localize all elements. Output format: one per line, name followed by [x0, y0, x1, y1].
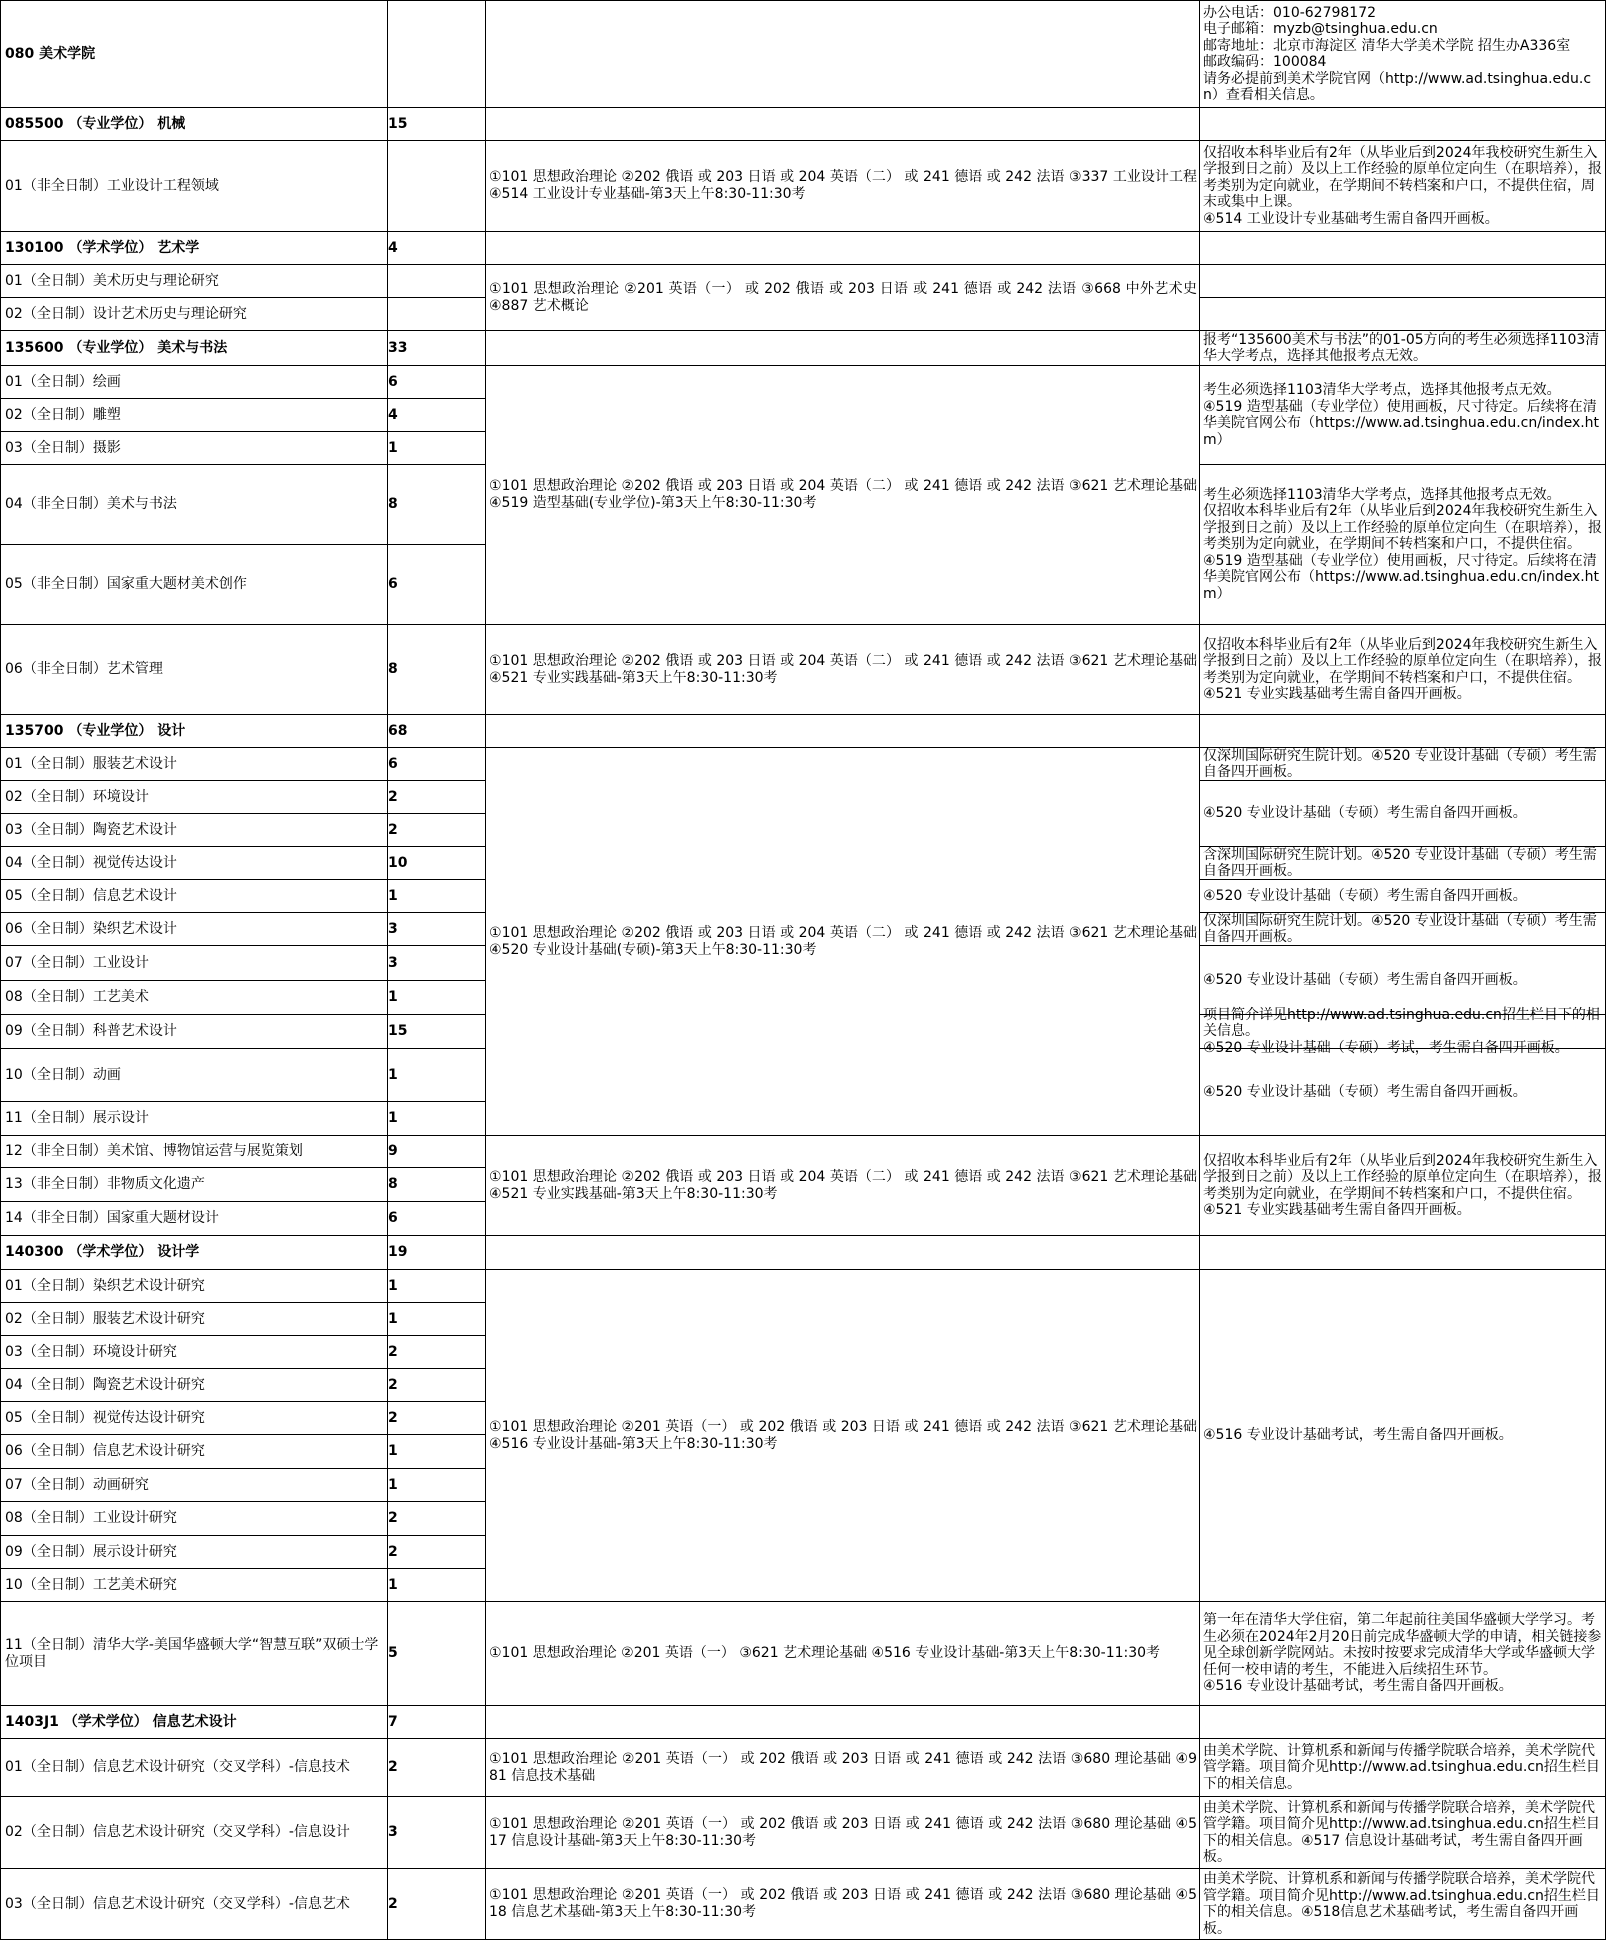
program-name-text: 04（全日制）视觉传达设计 [5, 854, 177, 871]
quota-cell [388, 465, 486, 545]
program-name-text: 03（全日制）信息艺术设计研究（交叉学科）-信息艺术 [5, 1895, 350, 1912]
program-name-cell [0, 981, 388, 1015]
exam-subjects-cell [486, 715, 1200, 748]
remarks-cell [1200, 1006, 1606, 1056]
program-name-text: 01（全日制）美术历史与理论研究 [5, 272, 219, 289]
program-name-cell [0, 1336, 388, 1369]
exam-subjects-text: ①101 思想政治理论 ②201 英语（一） 或 202 俄语 或 203 日语 或 241 德语 或 242 法语 ③668 中外艺术史 ④887 艺术概论 [489, 280, 1202, 314]
program-name-cell [0, 913, 388, 946]
program-name-cell [0, 331, 388, 366]
program-name-text: 10（全日制）工艺美术研究 [5, 1576, 177, 1593]
program-name-text: 1403J1 （学术学位） 信息艺术设计 [5, 1713, 237, 1730]
program-name-cell [0, 1102, 388, 1136]
remarks-text: 含深圳国际研究生院计划。④520 专业设计基础（专硕）考生需自备四开画板。 [1203, 846, 1597, 879]
quota-cell [388, 399, 486, 432]
remarks-cell [1200, 913, 1606, 946]
program-name-text: 01（全日制）染织艺术设计研究 [5, 1277, 205, 1294]
remarks-cell [1200, 1602, 1606, 1706]
remarks-text: 第一年在清华大学住宿，第二年起前往美国华盛顿大学学习。考生必须在2024年2月20日前完成华盛顿大学的申请，相关链接参见全球创新学院网站。未按时按要求完成清华大学或华盛顿大学任何一校申请的考生，不能进入后续招生环节。 ④516 专业设计基础考试，考生需自备四开画板。 [1203, 1612, 1602, 1695]
remarks-text: 仅招收本科毕业后有2年（从毕业后到2024年我校研究生新生入学报到日之前）及以上工作经验的原单位定向生（在职培养），报考类别为定向就业，在学期间不转档案和户口，不提供住宿，周末或集中上课。 ④514 工业设计专业基础考生需自备四开画板。 [1203, 144, 1602, 227]
quota-cell [388, 748, 486, 781]
quota-text: 2 [388, 1543, 398, 1560]
exam-subjects-cell [486, 1797, 1200, 1869]
quota-text: 6 [388, 755, 398, 772]
program-name-cell [0, 847, 388, 880]
program-name-text: 02（全日制）设计艺术历史与理论研究 [5, 305, 247, 322]
program-name-cell [0, 545, 388, 625]
program-name-text: 09（全日制）科普艺术设计 [5, 1023, 177, 1039]
remarks-text: 报考“135600美术与书法”的01-05方向的考生必须选择1103清华大学考点，选择其他报考点无效。 [1203, 331, 1600, 364]
program-name-text: 01（全日制）信息艺术设计研究（交叉学科）-信息技术 [5, 1759, 350, 1775]
program-name-cell [0, 1502, 388, 1536]
program-name-cell [0, 0, 388, 108]
remarks-cell [1200, 366, 1606, 465]
remarks-text: 项目简介详见http://www.ad.tsinghua.edu.cn招生栏目下的相关信息。 ④520 专业设计基础（专硕）考试，考生需自备四开画板。 [1203, 1006, 1600, 1056]
quota-cell [388, 1049, 486, 1102]
program-name-text: 14（非全日制）国家重大题材设计 [5, 1210, 219, 1226]
quota-cell [388, 265, 486, 298]
program-name-cell [0, 1435, 388, 1469]
remarks-cell [1200, 847, 1606, 880]
quota-cell [388, 1270, 486, 1303]
remarks-cell [1200, 232, 1606, 265]
program-name-text: 08（全日制）工艺美术 [5, 989, 149, 1005]
quota-cell [388, 1202, 486, 1236]
exam-subjects-cell [486, 1270, 1200, 1602]
remarks-cell [1200, 141, 1606, 232]
quota-text: 2 [388, 821, 398, 838]
quota-text: 1 [388, 989, 398, 1005]
quota-cell [388, 1236, 486, 1270]
program-name-cell [0, 1202, 388, 1236]
program-name-cell [0, 1869, 388, 1940]
program-name-cell [0, 1049, 388, 1102]
quota-text: 6 [388, 576, 398, 592]
quota-cell [388, 232, 486, 265]
quota-text: 1 [388, 1310, 398, 1327]
quota-cell [388, 1136, 486, 1168]
program-name-text: 07（全日制）动画研究 [5, 1476, 149, 1493]
program-name-cell [0, 108, 388, 141]
program-name-cell [0, 1469, 388, 1502]
program-name-text: 11（全日制）清华大学-美国华盛顿大学“智慧互联”双硕士学位项目 [5, 1636, 379, 1670]
exam-subjects-text: ①101 思想政治理论 ②202 俄语 或 203 日语 或 204 英语（二） 或 241 德语 或 242 法语 ③621 艺术理论基础 ④521 专业实践基础-第3天上午8:30-11:30考 [489, 652, 1202, 686]
quota-text: 3 [388, 920, 398, 937]
remarks-cell [1200, 748, 1606, 781]
program-name-text: 10（全日制）动画 [5, 1066, 121, 1083]
program-name-text: 02（全日制）信息艺术设计研究（交叉学科）-信息设计 [5, 1824, 350, 1840]
exam-subjects-cell [486, 625, 1200, 715]
remarks-text: 由美术学院、计算机系和新闻与传播学院联合培养，美术学院代管学籍。项目简介见http://www.ad.tsinghua.edu.cn招生栏目下的相关信息。④517 信息设计基础考试，考生需自备四开画板。 [1203, 1799, 1600, 1865]
program-name-cell [0, 141, 388, 232]
quota-text: 9 [388, 1143, 398, 1159]
program-name-text: 080 美术学院 [5, 45, 96, 62]
exam-subjects-cell [486, 1869, 1200, 1940]
program-name-cell [0, 1569, 388, 1602]
program-name-cell [0, 715, 388, 748]
program-name-cell [0, 465, 388, 545]
quota-cell [388, 366, 486, 399]
program-name-text: 01（非全日制）工业设计工程领域 [5, 177, 219, 194]
remarks-cell [1200, 1136, 1606, 1236]
quota-cell [388, 814, 486, 847]
program-name-text: 11（全日制）展示设计 [5, 1110, 149, 1126]
program-name-cell [0, 1369, 388, 1402]
program-name-cell [0, 432, 388, 465]
quota-text: 6 [388, 373, 398, 390]
program-name-text: 09（全日制）展示设计研究 [5, 1543, 177, 1560]
remarks-text: 由美术学院、计算机系和新闻与传播学院联合培养，美术学院代管学籍。项目简介见http://www.ad.tsinghua.edu.cn招生栏目下的相关信息。④518信息艺术基础考试，考生需自备四开画板。 [1203, 1871, 1600, 1937]
quota-text: 15 [388, 1023, 408, 1039]
quota-text: 1 [388, 439, 398, 456]
program-name-cell [0, 748, 388, 781]
program-name-text: 13（非全日制）非物质文化遗产 [5, 1176, 205, 1192]
quota-cell [388, 1336, 486, 1369]
quota-text: 5 [388, 1645, 398, 1661]
program-name-cell [0, 265, 388, 298]
exam-subjects-cell [486, 1602, 1200, 1706]
quota-text: 4 [388, 239, 398, 256]
program-name-text: 140300 （学术学位） 设计学 [5, 1244, 200, 1260]
quota-cell [388, 545, 486, 625]
program-name-text: 07（全日制）工业设计 [5, 954, 149, 971]
program-name-text: 06（全日制）信息艺术设计研究 [5, 1443, 205, 1459]
remarks-text: ④520 专业设计基础（专硕）考生需自备四开画板。 [1203, 1083, 1527, 1100]
exam-subjects-text: ①101 思想政治理论 ②201 英语（一） 或 202 俄语 或 203 日语 或 241 德语 或 242 法语 ③680 理论基础 ④981 信息技术基础 [489, 1750, 1197, 1784]
quota-text: 4 [388, 406, 398, 423]
quota-cell [388, 1569, 486, 1602]
exam-subjects-cell [486, 1136, 1200, 1236]
quota-cell [388, 913, 486, 946]
quota-cell [388, 880, 486, 913]
quota-text: 15 [388, 115, 408, 132]
program-name-cell [0, 1706, 388, 1739]
exam-subjects-text: ①101 思想政治理论 ②202 俄语 或 203 日语 或 204 英语（二） 或 241 德语 或 242 法语 ③337 工业设计工程 ④514 工业设计专业基础-第3天上午8:30-11:30考 [489, 169, 1202, 202]
program-name-cell [0, 1236, 388, 1270]
program-name-text: 02（全日制）服装艺术设计研究 [5, 1310, 205, 1327]
quota-text: 3 [388, 1824, 398, 1840]
quota-text: 1 [388, 1066, 398, 1083]
remarks-cell [1200, 1049, 1606, 1136]
remarks-cell [1200, 1869, 1606, 1940]
remarks-cell [1200, 625, 1606, 715]
program-name-text: 02（全日制）环境设计 [5, 788, 149, 805]
quota-cell [388, 1435, 486, 1469]
quota-cell [388, 1869, 486, 1940]
quota-cell [388, 432, 486, 465]
program-name-cell [0, 1168, 388, 1202]
remarks-text: 考生必须选择1103清华大学考点，选择其他报考点无效。 仅招收本科毕业后有2年（从毕业后到2024年我校研究生新生入学报到日之前）及以上工作经验的原单位定向生（在职培养），报考类别为定向就业，在学期间不转档案和户口，不提供住宿。 ④519 造型基础（专业学位）使用画板，尺寸待定。后续将在清华美院官网公布（https://www.ad.tsinghua.edu.cn/index.htm） [1203, 486, 1602, 602]
program-name-text: 04（非全日制）美术与书法 [5, 496, 177, 512]
quota-text: 33 [388, 339, 408, 356]
quota-text: 1 [388, 887, 398, 904]
remarks-text: 考生必须选择1103清华大学考点，选择其他报考点无效。 ④519 造型基础（专业学位）使用画板，尺寸待定。后续将在清华美院官网公布（https://www.ad.tsinghua.edu.cn/index.htm） [1203, 382, 1600, 448]
program-name-cell [0, 1402, 388, 1435]
program-name-text: 085500 （专业学位） 机械 [5, 115, 186, 132]
program-name-cell [0, 880, 388, 913]
remarks-cell [1200, 0, 1606, 108]
quota-text: 2 [388, 1895, 398, 1912]
exam-subjects-cell [486, 0, 1200, 108]
remarks-cell [1200, 265, 1606, 298]
quota-cell [388, 1706, 486, 1739]
quota-text: 8 [388, 496, 398, 512]
program-name-text: 03（全日制）环境设计研究 [5, 1343, 177, 1360]
quota-text: 68 [388, 722, 408, 739]
exam-subjects-text: ①101 思想政治理论 ②202 俄语 或 203 日语 或 204 英语（二） 或 241 德语 或 242 法语 ③621 艺术理论基础 ④519 造型基础(专业学位)-第3天上午8:30-11:30考 [489, 478, 1202, 511]
quota-cell [388, 1469, 486, 1502]
exam-subjects-cell [486, 331, 1200, 366]
quota-text: 8 [388, 1176, 398, 1192]
program-name-text: 06（全日制）染织艺术设计 [5, 920, 177, 937]
program-name-cell [0, 625, 388, 715]
quota-text: 6 [388, 1210, 398, 1226]
quota-cell [388, 1602, 486, 1706]
program-name-text: 03（全日制）摄影 [5, 439, 121, 456]
program-name-text: 01（全日制）绘画 [5, 373, 121, 390]
quota-text: 19 [388, 1244, 408, 1260]
quota-cell [388, 1797, 486, 1869]
quota-cell [388, 1402, 486, 1435]
exam-subjects-cell [486, 108, 1200, 141]
program-name-text: 135600 （专业学位） 美术与书法 [5, 339, 228, 356]
remarks-text: 由美术学院、计算机系和新闻与传播学院联合培养，美术学院代管学籍。项目简介见http://www.ad.tsinghua.edu.cn招生栏目下的相关信息。 [1203, 1742, 1600, 1792]
exam-subjects-cell [486, 1706, 1200, 1739]
quota-cell [388, 847, 486, 880]
program-name-text: 06（非全日制）艺术管理 [5, 661, 163, 677]
exam-subjects-cell [486, 1236, 1200, 1270]
quota-cell [388, 108, 486, 141]
quota-cell [388, 625, 486, 715]
remarks-cell [1200, 715, 1606, 748]
program-name-cell [0, 946, 388, 981]
quota-text: 1 [388, 1576, 398, 1593]
remarks-text: ④520 专业设计基础（专硕）考生需自备四开画板。 [1203, 805, 1527, 822]
remarks-cell [1200, 880, 1606, 913]
remarks-text: ④520 专业设计基础（专硕）考生需自备四开画板。 [1203, 971, 1527, 988]
program-name-cell [0, 781, 388, 814]
exam-subjects-cell [486, 748, 1200, 1136]
quota-text: 1 [388, 1110, 398, 1126]
exam-subjects-text: ①101 思想政治理论 ②201 英语（一） 或 202 俄语 或 203 日语 或 241 德语 或 242 法语 ③621 艺术理论基础 ④516 专业设计基础-第3天上午8:30-11:30考 [489, 1418, 1202, 1452]
remarks-text: 仅深圳国际研究生院计划。④520 专业设计基础（专硕）考生需自备四开画板。 [1203, 747, 1597, 780]
quota-cell [388, 0, 486, 108]
quota-cell [388, 715, 486, 748]
remarks-cell [1200, 1270, 1606, 1602]
exam-subjects-text: ①101 思想政治理论 ②201 英语（一） 或 202 俄语 或 203 日语 或 241 德语 或 242 法语 ③680 理论基础 ④517 信息设计基础-第3天上午8:30-11:30考 [489, 1815, 1197, 1849]
exam-subjects-text: ①101 思想政治理论 ②202 俄语 或 203 日语 或 204 英语（二） 或 241 德语 或 242 法语 ③621 艺术理论基础 ④521 专业实践基础-第3天上午8:30-11:30考 [489, 1168, 1202, 1202]
quota-text: 2 [388, 1343, 398, 1360]
remarks-cell [1200, 781, 1606, 847]
remarks-cell [1200, 1706, 1606, 1739]
program-name-text: 05（全日制）视觉传达设计研究 [5, 1409, 205, 1426]
quota-text: 1 [388, 1476, 398, 1493]
remarks-cell [1200, 465, 1606, 625]
remarks-text: 仅招收本科毕业后有2年（从毕业后到2024年我校研究生新生入学报到日之前）及以上工作经验的原单位定向生（在职培养），报考类别为定向就业，在学期间不转档案和户口，不提供住宿。 ④521 专业实践基础考生需自备四开画板。 [1203, 636, 1602, 702]
exam-subjects-text: ①101 思想政治理论 ②201 英语（一） 或 202 俄语 或 203 日语 或 241 德语 或 242 法语 ③680 理论基础 ④518 信息艺术基础-第3天上午8:30-11:30考 [489, 1887, 1197, 1920]
quota-cell [388, 331, 486, 366]
program-name-text: 03（全日制）陶瓷艺术设计 [5, 821, 177, 838]
remarks-cell [1200, 1236, 1606, 1270]
exam-subjects-cell [486, 366, 1200, 625]
program-name-text: 04（全日制）陶瓷艺术设计研究 [5, 1376, 205, 1393]
program-name-cell [0, 1536, 388, 1569]
remarks-cell [1200, 946, 1606, 1015]
quota-text: 2 [388, 1510, 398, 1526]
quota-text: 2 [388, 788, 398, 805]
quota-cell [388, 1303, 486, 1336]
exam-subjects-text: ①101 思想政治理论 ②202 俄语 或 203 日语 或 204 英语（二） 或 241 德语 或 242 法语 ③621 艺术理论基础 ④520 专业设计基础(专硕)-第3天上午8:30-11:30考 [489, 924, 1202, 958]
quota-text: 8 [388, 661, 398, 677]
remarks-text: 仅招收本科毕业后有2年（从毕业后到2024年我校研究生新生入学报到日之前）及以上工作经验的原单位定向生（在职培养），报考类别为定向就业，在学期间不转档案和户口，不提供住宿。 ④521 专业实践基础考生需自备四开画板。 [1203, 1152, 1602, 1218]
quota-text: 2 [388, 1376, 398, 1393]
quota-cell [388, 1369, 486, 1402]
exam-subjects-cell [486, 232, 1200, 265]
quota-cell [388, 781, 486, 814]
quota-cell [388, 1168, 486, 1202]
quota-cell [388, 1739, 486, 1797]
exam-subjects-cell [486, 141, 1200, 232]
program-name-text: 05（全日制）信息艺术设计 [5, 887, 177, 904]
quota-cell [388, 141, 486, 232]
quota-cell [388, 1502, 486, 1536]
program-name-cell [0, 1015, 388, 1049]
quota-text: 10 [388, 854, 408, 871]
program-name-text: 135700 （专业学位） 设计 [5, 722, 186, 739]
quota-cell [388, 946, 486, 981]
quota-text: 1 [388, 1443, 398, 1459]
program-name-text: 130100 （学术学位） 艺术学 [5, 239, 200, 256]
quota-cell [388, 981, 486, 1015]
exam-subjects-cell [486, 265, 1200, 331]
exam-subjects-text: ①101 思想政治理论 ②201 英语（一） ③621 艺术理论基础 ④516 专业设计基础-第3天上午8:30-11:30考 [489, 1645, 1161, 1661]
program-name-cell [0, 298, 388, 331]
program-name-text: 12（非全日制）美术馆、博物馆运营与展览策划 [5, 1143, 303, 1159]
remarks-text: ④520 专业设计基础（专硕）考生需自备四开画板。 [1203, 887, 1527, 904]
program-name-cell [0, 1739, 388, 1797]
quota-text: 1 [388, 1277, 398, 1294]
program-name-text: 08（全日制）工业设计研究 [5, 1510, 177, 1526]
remarks-cell [1200, 108, 1606, 141]
program-name-text: 02（全日制）雕塑 [5, 406, 121, 423]
program-name-cell [0, 366, 388, 399]
quota-cell [388, 298, 486, 331]
remarks-text: ④516 专业设计基础考试，考生需自备四开画板。 [1203, 1427, 1513, 1444]
remarks-text: 办公电话：010-62798172 电子邮箱：myzb@tsinghua.edu.cn 邮寄地址：北京市海淀区 清华大学美术学院 招生办A336室 邮政编码：100084 请务必提前到美术学院官网（http://www.ad.tsinghua.edu.cn）查看相关信息。 [1203, 4, 1592, 103]
quota-text: 3 [388, 954, 398, 971]
quota-cell [388, 1536, 486, 1569]
exam-subjects-cell [486, 1739, 1200, 1797]
program-name-cell [0, 399, 388, 432]
quota-text: 2 [388, 1409, 398, 1426]
program-name-text: 05（非全日制）国家重大题材美术创作 [5, 576, 247, 592]
remarks-text: 仅深圳国际研究生院计划。④520 专业设计基础（专硕）考生需自备四开画板。 [1203, 912, 1597, 945]
remarks-cell [1200, 331, 1606, 366]
program-name-text: 01（全日制）服装艺术设计 [5, 755, 177, 772]
program-name-cell [0, 814, 388, 847]
remarks-cell [1200, 1797, 1606, 1869]
remarks-cell [1200, 1739, 1606, 1797]
quota-cell [388, 1015, 486, 1049]
program-name-cell [0, 1797, 388, 1869]
program-name-cell [0, 1303, 388, 1336]
program-name-cell [0, 1136, 388, 1168]
quota-text: 2 [388, 1759, 398, 1775]
quota-text: 7 [388, 1713, 398, 1730]
program-name-cell [0, 232, 388, 265]
remarks-cell [1200, 298, 1606, 331]
program-name-cell [0, 1602, 388, 1706]
program-name-cell [0, 1270, 388, 1303]
quota-cell [388, 1102, 486, 1136]
